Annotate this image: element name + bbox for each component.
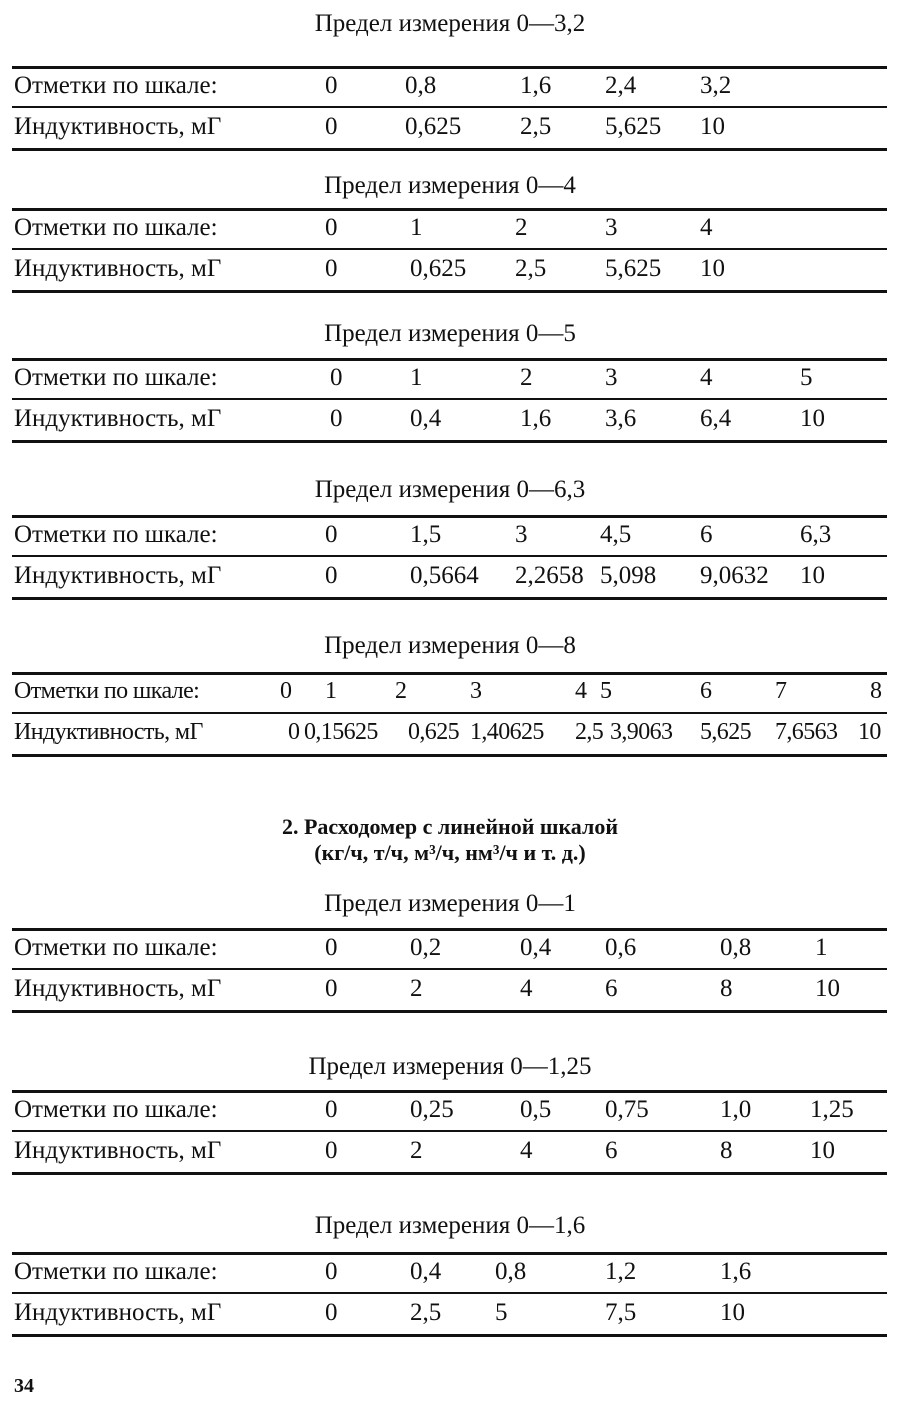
table-cell: 1,6 xyxy=(720,1258,752,1285)
table-cell: 7,6563 xyxy=(775,719,838,745)
table-cell: 4 xyxy=(520,1137,533,1164)
table-cell: 10 xyxy=(810,1137,835,1164)
table-cell: 6,3 xyxy=(800,521,832,548)
scale-row xyxy=(12,364,887,404)
table-cell: 0 xyxy=(325,255,338,282)
table-cell: 3 xyxy=(605,364,618,391)
table-cell: 5,625 xyxy=(605,113,662,140)
table-title: Предел измерения 0—5 xyxy=(324,320,576,347)
table-cell: 1 xyxy=(410,214,423,241)
table-cell: 6 xyxy=(605,1137,618,1164)
table-cell: 0,625 xyxy=(410,255,467,282)
page-number: 34 xyxy=(14,1375,34,1397)
table-title: Предел измерения 0—8 xyxy=(324,632,576,659)
table-cell: 4 xyxy=(700,214,713,241)
table-cell: 0,75 xyxy=(605,1096,649,1123)
table-cell: 0 xyxy=(325,1137,338,1164)
table-title: Предел измерения 0—4 xyxy=(324,172,576,199)
table-cell: 1,40625 xyxy=(470,719,544,745)
table-cell: 0 xyxy=(325,975,338,1002)
scale-row xyxy=(12,678,887,718)
table-cell: 6 xyxy=(605,975,618,1002)
row-label: Индуктивность, мГ xyxy=(14,719,203,745)
table-rule xyxy=(12,672,887,675)
section-title: 2. Расходомер с линейной шкалой xyxy=(281,814,618,839)
table-rule xyxy=(12,515,887,518)
table-cell: 4 xyxy=(700,364,713,391)
table-cell: 6,4 xyxy=(700,405,732,432)
row-label: Индуктивность, мГ xyxy=(14,113,222,140)
table-cell: 0,2 xyxy=(410,934,442,961)
table-cell: 10 xyxy=(815,975,840,1002)
table-cell: 2,5 xyxy=(410,1299,442,1326)
table-cell: 0,15625 xyxy=(304,719,378,745)
scale-row xyxy=(12,72,887,112)
table-cell: 2,5 xyxy=(575,719,604,745)
row-label: Индуктивность, мГ xyxy=(14,1137,222,1164)
table-cell: 5,098 xyxy=(600,562,657,589)
row-label: Индуктивность, мГ xyxy=(14,1299,222,1326)
table-cell: 2 xyxy=(410,975,423,1002)
table-cell: 7,5 xyxy=(605,1299,637,1326)
table-cell: 0,5 xyxy=(520,1096,552,1123)
inductance-row xyxy=(12,1137,887,1177)
table-cell: 1,25 xyxy=(810,1096,854,1123)
table-rule xyxy=(12,928,887,931)
inductance-row xyxy=(12,562,887,602)
table-cell: 8 xyxy=(870,678,882,704)
table-title: Предел измерения 0—1,25 xyxy=(308,1053,592,1080)
inductance-row xyxy=(12,975,887,1015)
table-rule xyxy=(12,1252,887,1255)
table-cell: 3,9063 xyxy=(610,719,673,745)
row-label: Отметки по шкале: xyxy=(14,214,218,241)
table-cell: 1,0 xyxy=(720,1096,752,1123)
table-cell: 1,6 xyxy=(520,72,552,99)
scale-row xyxy=(12,521,887,561)
table-cell: 0,8 xyxy=(495,1258,527,1285)
table-cell: 4,5 xyxy=(600,521,632,548)
table-cell: 4 xyxy=(575,678,587,704)
table-cell: 9,0632 xyxy=(700,562,769,589)
inductance-row xyxy=(12,1299,887,1339)
row-label: Индуктивность, мГ xyxy=(14,255,222,282)
table-cell: 0,25 xyxy=(410,1096,454,1123)
table-cell: 4 xyxy=(520,975,533,1002)
table-cell: 2 xyxy=(395,678,407,704)
table-cell: 2 xyxy=(520,364,533,391)
table-cell: 0 xyxy=(288,719,300,745)
table-cell: 3 xyxy=(605,214,618,241)
table-cell: 2,5 xyxy=(520,113,552,140)
table-cell: 0 xyxy=(330,364,343,391)
table-cell: 8 xyxy=(720,975,733,1002)
row-label: Отметки по шкале: xyxy=(14,521,218,548)
table-rule xyxy=(12,1090,887,1093)
table-cell: 0 xyxy=(325,1096,338,1123)
scale-row xyxy=(12,214,887,254)
table-cell: 10 xyxy=(800,562,825,589)
table-cell: 6 xyxy=(700,678,712,704)
table-cell: 1 xyxy=(410,364,423,391)
inductance-row xyxy=(12,113,887,153)
table-cell: 0 xyxy=(325,72,338,99)
table-cell: 0,4 xyxy=(410,405,442,432)
table-cell: 7 xyxy=(775,678,787,704)
table-rule xyxy=(12,66,887,69)
table-cell: 0 xyxy=(325,1299,338,1326)
table-cell: 0,4 xyxy=(410,1258,442,1285)
table-cell: 0 xyxy=(325,113,338,140)
table-cell: 1 xyxy=(815,934,828,961)
row-label: Индуктивность, мГ xyxy=(14,405,222,432)
table-cell: 0,8 xyxy=(720,934,752,961)
table-cell: 0 xyxy=(330,405,343,432)
table-cell: 10 xyxy=(800,405,825,432)
table-title: Предел измерения 0—1,6 xyxy=(314,1212,586,1239)
table-cell: 0,5664 xyxy=(410,562,479,589)
table-rule xyxy=(12,358,887,361)
table-cell: 5 xyxy=(495,1299,508,1326)
table-cell: 0,8 xyxy=(405,72,437,99)
row-label: Отметки по шкале: xyxy=(14,1258,218,1285)
table-cell: 0,625 xyxy=(405,113,462,140)
table-cell: 10 xyxy=(858,719,881,745)
inductance-row xyxy=(12,405,887,445)
row-label: Отметки по шкале: xyxy=(14,678,200,704)
table-cell: 0 xyxy=(325,934,338,961)
section-heading xyxy=(0,814,900,866)
table-cell: 3 xyxy=(515,521,528,548)
row-label: Отметки по шкале: xyxy=(14,72,218,99)
table-cell: 1,2 xyxy=(605,1258,637,1285)
table-cell: 5,625 xyxy=(700,719,752,745)
table-cell: 6 xyxy=(700,521,713,548)
table-cell: 10 xyxy=(700,113,725,140)
table-cell: 0,4 xyxy=(520,934,552,961)
section-units: (кг/ч, т/ч, м³/ч, нм³/ч и т. д.) xyxy=(314,840,586,865)
row-label: Отметки по шкале: xyxy=(14,934,218,961)
table-cell: 1,5 xyxy=(410,521,442,548)
table-title: Предел измерения 0—1 xyxy=(324,890,576,917)
table-cell: 0 xyxy=(325,1258,338,1285)
table-cell: 2 xyxy=(515,214,528,241)
row-label: Индуктивность, мГ xyxy=(14,562,222,589)
table-cell: 2 xyxy=(410,1137,423,1164)
inductance-row xyxy=(12,719,887,759)
table-cell: 5 xyxy=(800,364,813,391)
table-cell: 2,4 xyxy=(605,72,637,99)
table-cell: 5 xyxy=(600,678,612,704)
row-label: Отметки по шкале: xyxy=(14,364,218,391)
table-cell: 3 xyxy=(470,678,482,704)
table-cell: 10 xyxy=(720,1299,745,1326)
table-title: Предел измерения 0—6,3 xyxy=(314,476,586,503)
row-label: Индуктивность, мГ xyxy=(14,975,222,1002)
row-label: Отметки по шкале: xyxy=(14,1096,218,1123)
scale-row xyxy=(12,1096,887,1136)
table-cell: 5,625 xyxy=(605,255,662,282)
table-cell: 0 xyxy=(325,214,338,241)
table-cell: 0 xyxy=(325,562,338,589)
table-cell: 2,5 xyxy=(515,255,547,282)
table-cell: 8 xyxy=(720,1137,733,1164)
table-cell: 3,2 xyxy=(700,72,732,99)
inductance-row xyxy=(12,255,887,295)
table-cell: 1 xyxy=(325,678,337,704)
scale-row xyxy=(12,1258,887,1298)
table-cell: 0,625 xyxy=(408,719,460,745)
table-rule xyxy=(12,208,887,211)
table-cell: 1,6 xyxy=(520,405,552,432)
scale-row xyxy=(12,934,887,974)
table-cell: 0 xyxy=(325,521,338,548)
table-cell: 10 xyxy=(700,255,725,282)
table-title: Предел измерения 0—3,2 xyxy=(314,10,586,37)
table-cell: 0,6 xyxy=(605,934,637,961)
table-cell: 2,2658 xyxy=(515,562,584,589)
table-cell: 0 xyxy=(280,678,292,704)
table-cell: 3,6 xyxy=(605,405,637,432)
